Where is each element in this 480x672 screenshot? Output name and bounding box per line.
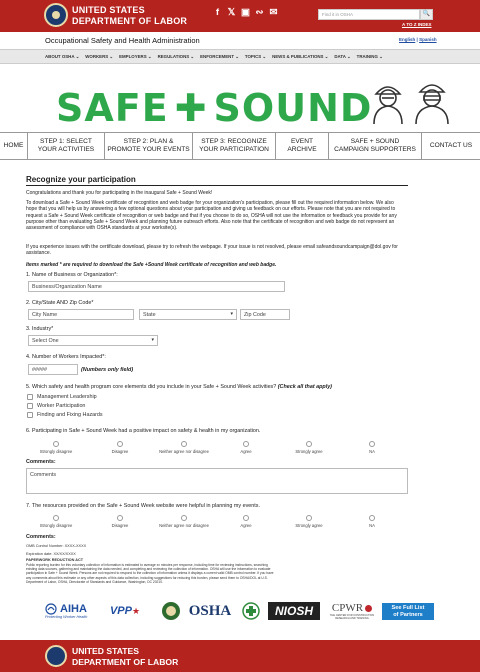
checkbox-square-icon [27, 412, 33, 418]
question-2-label: 2. City/State AND Zip Code* [26, 300, 94, 306]
aiha-emblem-icon [45, 603, 57, 615]
checkbox-label: Finding and Fixing Hazards [37, 412, 103, 418]
spanish-link[interactable]: Spanish [419, 37, 437, 42]
plus-icon: ✚ [174, 86, 208, 130]
full-list-line2: of Partners [393, 611, 423, 618]
email-icon[interactable]: ✉ [269, 7, 278, 18]
radio-label: Strongly agree [295, 523, 323, 528]
checkbox-label: Worker Participation [37, 403, 86, 409]
chevron-down-icon: ▾ [230, 311, 233, 317]
dept-line2: DEPARTMENT OF LABOR [72, 15, 188, 26]
footer-dept-name[interactable] [72, 646, 178, 667]
campaign-nav-label [38, 138, 94, 154]
chevron-down-icon: ▾ [151, 337, 154, 343]
aiha-logo-mark [45, 603, 87, 615]
form-title: Recognize your participation [26, 175, 136, 184]
question-7-label: 7. The resources provided on the Safe + Sound Week website were helpful in planning my events. [26, 503, 260, 509]
campaign-nav-label [199, 138, 269, 154]
label-line2: ARCHIVE [287, 146, 317, 153]
radio-strongly-disagree[interactable] [26, 441, 86, 454]
dol-seal-icon[interactable] [44, 3, 68, 27]
nav-about-osha[interactable]: ABOUT OSHA ⌄ [45, 54, 80, 59]
intro-paragraph-3: If you experience issues with the certificate download, please try to refresh the webpage. If your issue is not resolved, please email safeandsoundcampaign@dol.gov for assistance. [26, 244, 398, 257]
osha-logo[interactable] [184, 600, 236, 622]
facebook-icon[interactable]: f [215, 7, 220, 18]
workers-impacted-input[interactable]: ##### [28, 364, 78, 375]
state-select[interactable] [139, 309, 237, 320]
banner-word-safe: SAFE [56, 86, 169, 130]
vpp-text: VPP [109, 605, 132, 617]
rss-icon[interactable]: ∾ [255, 7, 264, 18]
footer-line2: DEPARTMENT OF LABOR [72, 656, 179, 667]
radio-label: Agree [240, 449, 252, 454]
safety-cross-icon [242, 602, 260, 620]
pra-text: Public reporting burden for this voluntary collection of information is estimated to average xx minutes per response, including time for reviewing instructions, searching existing data sources, gathering and maintaining the data needed, and completing and reviewing the collection of information. OSHA will use the information to evaluate participation in Safe + Sound Week. Persons are not required to respond to the collection of information unless it displays a current valid OMB control number. If you have any comments about this estimate or any other aspects of this data collection, including suggestions for reducing this burden, please send them to OSHA/DOL at U.S. Department of Labor, OSHA, Directorate of Standards and Guidance, Washington, DC 20210. [26, 563, 274, 584]
search-input[interactable]: Find it in OSHA [318, 9, 420, 20]
radio-agree[interactable] [216, 441, 276, 454]
campaign-nav-home[interactable] [0, 133, 28, 159]
radio-disagree[interactable] [90, 441, 150, 454]
checkbox-finding-fixing-hazards[interactable] [27, 412, 103, 418]
agency-title[interactable]: Occupational Safety and Health Administration [45, 36, 200, 45]
campaign-nav-archive[interactable] [276, 133, 329, 159]
radio-label: Neither agree nor disagree [159, 523, 209, 528]
radio-circle-icon [243, 441, 249, 447]
campaign-nav [0, 132, 480, 160]
radio-circle-icon [181, 441, 187, 447]
title-divider [26, 185, 408, 186]
question-3-label: 3. Industry* [26, 326, 54, 332]
a-to-z-link[interactable]: A TO Z INDEX [402, 22, 432, 27]
state-select-value: State [143, 312, 156, 318]
nav-topics[interactable]: TOPICS ⌄ [244, 54, 267, 59]
intro-paragraph-2: To download a Safe + Sound Week certificate of recognition and web badge for your organization's participation, please fill out the required information below. We also hope that you will help us by answering a few optional questions about your participation and giving us feedback on our efforts. Please note that you are not required to request a Safe + Sound Week certificate of recognition or web badge and that if you choose to do so, OSHA will not use the information or feedback you provide for any purpose other than evaluating Safe + Sound Week and planning future outreach efforts. Also note that the certificate of recognition and web badge do not represent an assessment of compliance with OSHA standards at your worksite(s). [26, 200, 397, 232]
nav-workers[interactable]: WORKERS ⌄ [85, 54, 114, 59]
campaign-nav-step3[interactable] [193, 133, 276, 159]
radio-circle-icon [117, 515, 123, 521]
radio-label: Strongly disagree [39, 523, 73, 528]
partner-logos [40, 600, 440, 624]
zip-code-input[interactable]: Zip Code [240, 309, 290, 320]
label-line1: EVENT [291, 138, 313, 145]
question-5-label [26, 384, 332, 390]
city-input[interactable]: City Name [28, 309, 134, 320]
english-link[interactable]: English [399, 37, 416, 42]
checkbox-management-leadership[interactable] [27, 394, 97, 400]
nav-data[interactable]: DATA ⌄ [334, 54, 351, 59]
search-icon: 🔍 [422, 11, 431, 17]
nav-enforcement[interactable]: ENFORCEMENT ⌄ [200, 54, 239, 59]
radio-label: Agree [240, 523, 252, 528]
cpwr-tagline: THE CENTER FOR CONSTRUCTION RESEARCH AND TRAINING [329, 614, 375, 620]
radio-label: Strongly agree [295, 449, 323, 454]
radio-circle-icon [117, 441, 123, 447]
campaign-nav-step1[interactable] [28, 133, 105, 159]
nav-training[interactable]: TRAINING ⌄ [356, 54, 383, 59]
campaign-nav-label [287, 138, 316, 154]
campaign-nav-label [107, 138, 189, 154]
language-switch [399, 37, 437, 42]
label-line1: STEP 3: RECOGNIZE [201, 138, 267, 145]
banner-word-sound: SOUND [213, 86, 373, 130]
question-4-label: 4. Number of Workers Impacted*: [26, 354, 106, 360]
checkbox-label: Management Leadership [37, 394, 97, 400]
expiration-date: Expiration date: XX/XX/XXXX [26, 552, 76, 556]
radio-label: Strongly disagree [39, 449, 73, 454]
niosh-logo[interactable] [268, 602, 320, 620]
industry-select[interactable] [28, 335, 158, 346]
campaign-nav-label [334, 138, 416, 154]
footer-dol-seal-icon[interactable] [45, 645, 67, 667]
radio-circle-icon [369, 515, 375, 521]
question-5-text: 5. Which safety and health program core elements did you include in your Safe + Sound Week activities? [26, 384, 277, 390]
worker-figures-icon [364, 76, 460, 126]
label-line2: YOUR PARTICIPATION [199, 146, 269, 153]
question-6-label: 6. Participating in Safe + Sound Week had a positive impact on safety & health in my organization. [26, 428, 261, 434]
question-6-scale [26, 441, 406, 455]
question-5-hint: (Check all that apply) [277, 384, 332, 390]
full-list-line1: See Full List [391, 604, 425, 611]
niosh-text: NIOSH [274, 604, 313, 618]
see-full-list-button[interactable] [382, 603, 434, 620]
campaign-nav-label: HOME [3, 142, 24, 149]
aiha-tagline: Protecting Worker Health [45, 615, 88, 619]
organization-name-input[interactable]: Business/Organization Name [28, 281, 285, 292]
radio-circle-icon [369, 441, 375, 447]
campaign-nav-step2[interactable] [105, 133, 193, 159]
search-button[interactable] [420, 9, 433, 20]
dept-line1: UNITED STATES [72, 5, 145, 15]
radio-disagree[interactable] [90, 515, 150, 528]
social-links [213, 7, 278, 19]
campaign-nav-label: CONTACT US [429, 142, 473, 149]
nav-news-publications[interactable]: NEWS & PUBLICATIONS ⌄ [272, 54, 329, 59]
label-line1: STEP 2: PLAN & [123, 138, 174, 145]
numbers-only-hint: (Numbers only field) [81, 367, 134, 373]
radio-label: NA [369, 449, 375, 454]
campaign-nav-supporters[interactable] [329, 133, 422, 159]
radio-neither[interactable] [152, 515, 216, 528]
radio-circle-icon [243, 515, 249, 521]
lang-separator: | [416, 37, 418, 42]
label-line1: STEP 1: SELECT [40, 138, 92, 145]
radio-label: Neither agree nor disagree [159, 449, 209, 454]
radio-circle-icon [53, 515, 59, 521]
cpwr-logo-mark [332, 602, 372, 614]
radio-circle-icon [181, 515, 187, 521]
star-icon: ★ [131, 605, 141, 616]
radio-na[interactable] [342, 441, 402, 454]
vpp-logo[interactable] [106, 600, 144, 622]
cross-logo[interactable] [240, 600, 262, 622]
safe-sound-banner [56, 80, 456, 130]
banner-logo-text [56, 88, 372, 128]
radio-strongly-agree[interactable] [279, 441, 339, 454]
industry-select-value: Select One [32, 338, 59, 344]
intro-paragraph-1: Congratulations and thank you for participating in the inaugural Safe + Sound Week! [26, 190, 213, 196]
osha-text: OSHA [188, 602, 232, 619]
dept-name-link[interactable] [72, 5, 187, 26]
cpwr-dot-icon [365, 605, 372, 612]
radio-circle-icon [53, 441, 59, 447]
cpwr-text: CPWR [331, 602, 364, 614]
radio-strongly-agree[interactable] [279, 515, 339, 528]
aiha-logo[interactable] [45, 600, 105, 622]
checkbox-square-icon [27, 394, 33, 400]
radio-circle-icon [306, 515, 312, 521]
checkbox-square-icon [27, 403, 33, 409]
comments-label-2: Comments: [26, 534, 56, 540]
question-1-label: 1. Name of Business or Organization*: [26, 272, 118, 278]
comments-textarea[interactable]: Comments [26, 468, 408, 494]
nav-employers[interactable]: EMPLOYERS ⌄ [119, 54, 152, 59]
radio-label: Disagree [111, 523, 129, 528]
radio-na[interactable] [342, 515, 402, 528]
radio-label: Disagree [111, 449, 129, 454]
dol-seal-partner-logo[interactable] [160, 600, 182, 622]
radio-strongly-disagree[interactable] [26, 515, 86, 528]
dol-seal-icon [161, 601, 181, 621]
radio-agree[interactable] [216, 515, 276, 528]
omb-control-number: OMB Control Number: XXXX-XXXX [26, 544, 87, 548]
cpwr-logo[interactable] [326, 600, 378, 622]
pra-title: PAPERWORK REDUCTION ACT [26, 558, 84, 562]
aiha-text: AIHA [60, 603, 87, 615]
label-line2: PROMOTE YOUR EVENTS [107, 146, 190, 153]
question-7-scale [26, 515, 406, 529]
nav-regulations[interactable]: REGULATIONS ⌄ [157, 54, 195, 59]
radio-circle-icon [306, 441, 312, 447]
comments-label: Comments: [26, 459, 56, 465]
radio-label: NA [369, 523, 375, 528]
instagram-icon[interactable]: ▣ [241, 7, 250, 18]
twitter-icon[interactable]: 𝕏 [227, 7, 236, 18]
main-nav [0, 49, 480, 64]
required-note: Items marked * are required to download the Safe +Sound Week certificate of recognition and web badge. [26, 262, 277, 268]
label-line2: CAMPAIGN SUPPORTERS [334, 146, 416, 153]
label-line1: SAFE + SOUND [350, 138, 400, 145]
campaign-nav-contact[interactable] [422, 133, 480, 159]
label-line2: YOUR ACTIVITIES [37, 146, 95, 153]
radio-neither[interactable] [152, 441, 216, 454]
checkbox-worker-participation[interactable] [27, 403, 85, 409]
footer-line1: UNITED STATES [72, 646, 139, 656]
